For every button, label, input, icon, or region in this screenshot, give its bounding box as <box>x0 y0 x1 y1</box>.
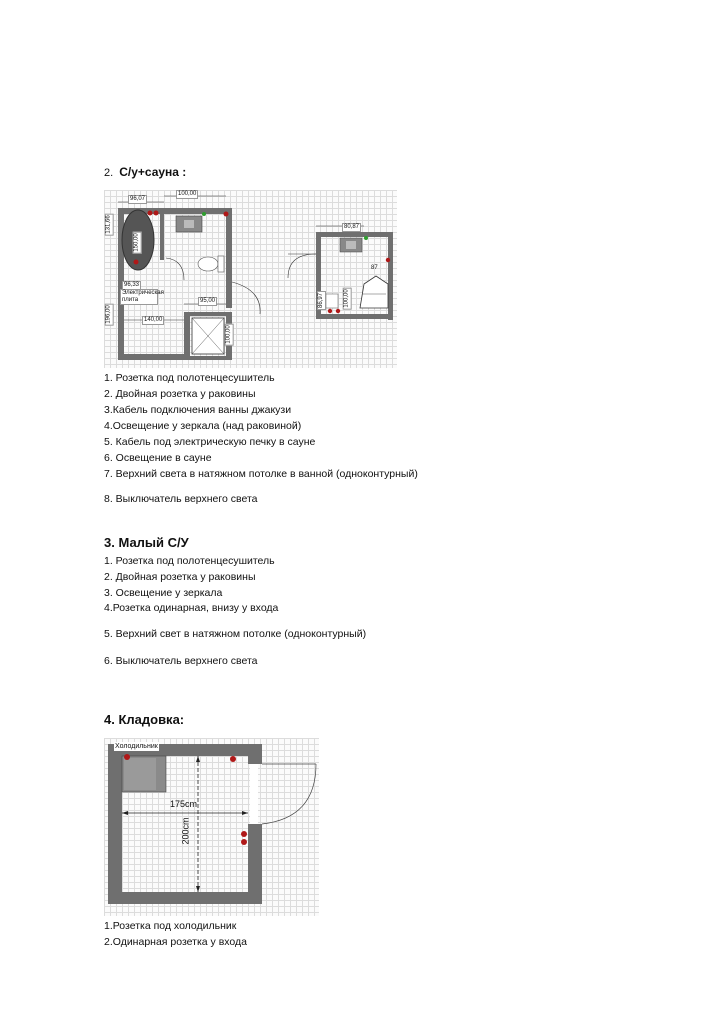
dim-label-shower-side: 100,00 <box>225 325 232 344</box>
door-arc-inner <box>166 258 184 280</box>
storage-wall-left <box>108 744 122 904</box>
fridge-label: Холодильник <box>115 743 158 750</box>
wall-inner-shower-top <box>188 312 230 316</box>
section-2-item-6: 6. Освещение в сауне <box>104 452 212 464</box>
socket-1 <box>148 211 153 216</box>
section-4-item-1: 1.Розетка под холодильник <box>104 920 237 932</box>
storage-socket-top <box>230 756 236 762</box>
fridge-front <box>124 758 156 790</box>
section-2-item-7: 7. Верхний света в натяжном потолке в ванной (одноконтурный) <box>104 468 418 480</box>
bathroom-sauna-floor-plan <box>104 190 397 368</box>
storage-wall-right-lower <box>248 824 262 904</box>
bathroom-sauna-drawing <box>104 190 397 368</box>
section-2-item-8: 8. Выключатель верхнего света <box>104 493 258 505</box>
switch-1 <box>202 212 206 216</box>
toilet-tank <box>218 256 224 272</box>
dim-label-small-top: 80,87 <box>344 224 360 230</box>
sauna-socket-3 <box>386 258 390 262</box>
section-2-item-5: 5. Кабель под электрическую печку в сауне <box>104 436 316 448</box>
dim-label-95: 95,00 <box>200 298 216 304</box>
section-2-item-4: 4.Освещение у зеркала (над раковиной) <box>104 420 302 432</box>
dim-label-left-vertical-2: 131,66 <box>105 215 112 234</box>
sauna-toilet <box>326 294 338 308</box>
socket-2 <box>154 211 159 216</box>
storage-socket-entry-1 <box>241 831 247 837</box>
sauna-wall-top <box>316 232 392 237</box>
section-2-item-2: 2. Двойная розетка у раковины <box>104 388 256 400</box>
section-2-item-1: 1. Розетка под полотенцесушитель <box>104 372 275 384</box>
dim-arrow-top <box>196 756 200 762</box>
sauna-corner-shower <box>360 276 388 308</box>
socket-3 <box>224 212 229 217</box>
dim-label-small-side: 86,97 <box>318 292 325 309</box>
dim-label-top-big: 100,00 <box>178 191 197 197</box>
jacuzzi-text-label: Электрическая плита <box>122 290 164 303</box>
section-4-item-2: 2.Одинарная розетка у входа <box>104 936 247 948</box>
partition <box>160 214 164 260</box>
toilet-bowl <box>198 257 218 271</box>
section-3-item-4: 4.Розетка одинарная, внизу у входа <box>104 602 279 614</box>
dim-label-small-87: 87 <box>371 265 378 271</box>
wall-right-upper <box>226 208 232 308</box>
section-3-title: 3. Малый С/У <box>104 535 189 550</box>
door-arc-main <box>232 282 260 314</box>
section-4-title: 4. Кладовка: <box>104 712 185 727</box>
sink-bowl <box>184 220 194 228</box>
section-3-item-1: 1. Розетка под полотенцесушитель <box>104 555 275 567</box>
width-label: 175cm <box>170 799 198 809</box>
storage-door-arc <box>262 764 316 824</box>
section-3-item-6: 6. Выключатель верхнего света <box>104 655 258 667</box>
storage-room-drawing <box>104 738 319 916</box>
sauna-wall-bottom <box>316 314 393 319</box>
dim-label-140: 140,00 <box>144 317 163 323</box>
section-3-item-3: 3. Освещение у зеркала <box>104 587 223 599</box>
section-2-heading <box>104 165 186 179</box>
section-2-item-3: 3.Кабель подключения ванны джакузи <box>104 404 292 416</box>
section-3-item-2: 2. Двойная розетка у раковины <box>104 571 256 583</box>
section-2-number: 2. <box>104 167 114 179</box>
section-3-item-5: 5. Верхний свет в натяжном потолке (одноконтурный) <box>104 628 367 640</box>
dim-arrow-right <box>242 811 248 815</box>
sauna-switch <box>364 236 368 240</box>
wall-inner-shower-left <box>184 312 190 360</box>
storage-wall-right-upper <box>248 744 262 764</box>
wall-shower-bottom <box>188 356 232 360</box>
section-2-title: С/у+сауна : <box>119 165 187 179</box>
sauna-door-arc <box>288 254 316 278</box>
height-label: 200cm <box>180 817 191 845</box>
dim-arrow-bottom <box>196 886 200 892</box>
dim-label-bath: 150,00 <box>133 233 140 252</box>
storage-socket-fridge <box>124 754 130 760</box>
sauna-socket-1 <box>328 309 332 313</box>
dim-arrow-left <box>122 811 128 815</box>
storage-wall-bottom <box>108 892 262 904</box>
storage-socket-entry-2 <box>241 839 247 845</box>
dim-label-left-vertical: 196,00 <box>105 305 112 324</box>
dim-label-top-left: 96,07 <box>130 196 146 202</box>
dim-label-small-inner: 100,00 <box>343 289 350 308</box>
sauna-sink-bowl <box>346 241 356 249</box>
sauna-socket-2 <box>336 309 340 313</box>
door-opening <box>250 764 258 824</box>
wall-bottom <box>118 354 190 360</box>
socket-jacuzzi <box>134 260 139 265</box>
sauna-wall-right <box>388 232 393 320</box>
dim-label-jacuzzi: 96,33 <box>124 282 140 288</box>
storage-room-floor-plan <box>104 738 319 916</box>
